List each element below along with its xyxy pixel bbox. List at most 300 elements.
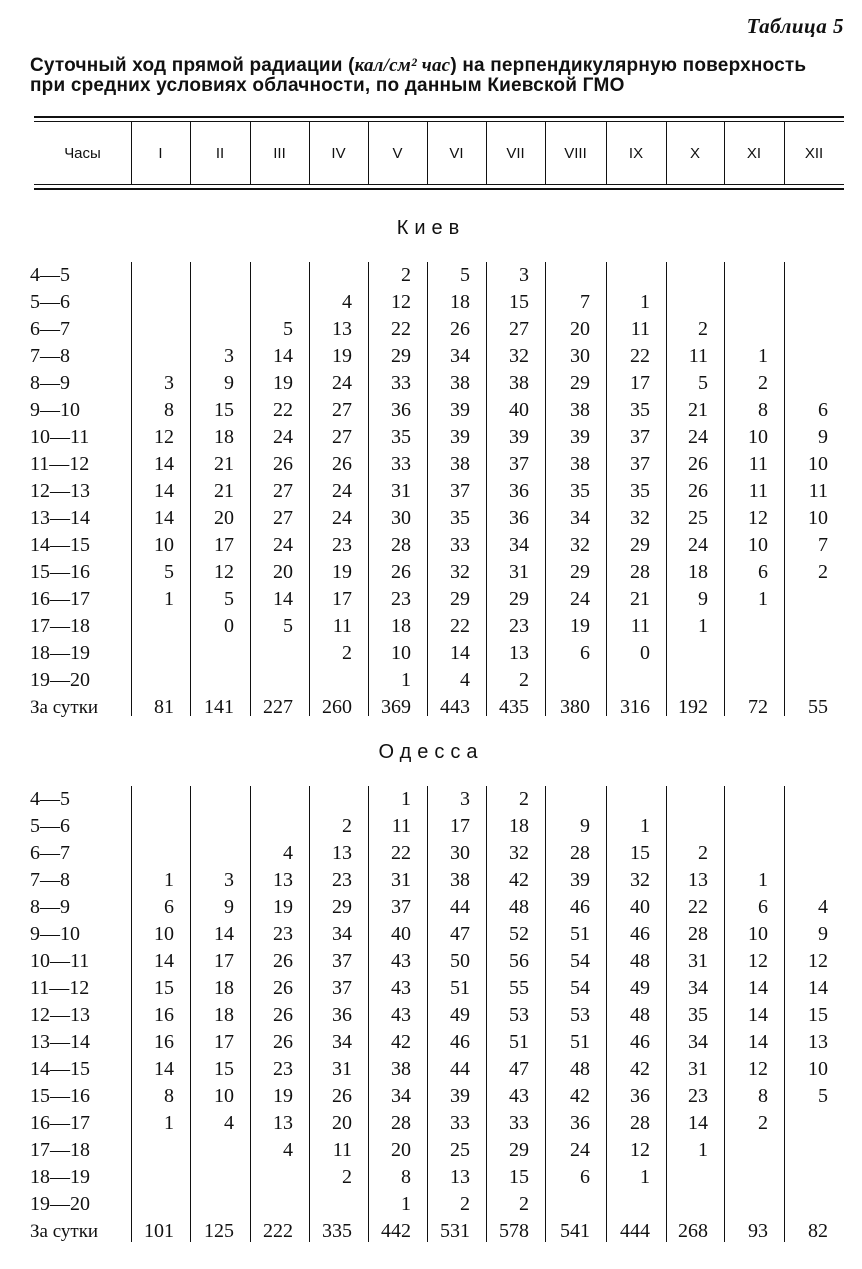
table-cell: 39 xyxy=(450,399,470,421)
title-unit: кал/см² час xyxy=(354,55,451,76)
table-cell: 10 xyxy=(748,534,768,556)
table-cell: 26 xyxy=(450,318,470,340)
table-cell: 14 xyxy=(748,1031,768,1053)
table-cell: 48 xyxy=(630,1004,650,1026)
table-cell: 36 xyxy=(509,507,529,529)
table-cell: 24 xyxy=(688,534,708,556)
table-cell: 48 xyxy=(630,950,650,972)
total-cell: 380 xyxy=(560,696,590,718)
table-cell: 20 xyxy=(273,561,293,583)
table-cell: 33 xyxy=(509,1112,529,1134)
table-cell: 16 xyxy=(154,1031,174,1053)
table-cell: 13 xyxy=(509,642,529,664)
table-cell: 33 xyxy=(391,453,411,475)
table-cell: 20 xyxy=(391,1139,411,1161)
table-cell: 28 xyxy=(688,923,708,945)
table-cell: 10 xyxy=(748,426,768,448)
table-cell: 14 xyxy=(154,453,174,475)
table-cell: 13 xyxy=(273,1112,293,1134)
table-cell: 28 xyxy=(391,1112,411,1134)
table-cell: 31 xyxy=(688,950,708,972)
table-cell: 13 xyxy=(450,1166,470,1188)
header-divider xyxy=(666,122,667,184)
table-cell: 39 xyxy=(570,426,590,448)
table-cell: 13 xyxy=(332,318,352,340)
header-month-VIII: VIII xyxy=(564,144,587,162)
hour-label: 14—15 xyxy=(30,1058,90,1080)
table-cell: 8 xyxy=(758,1085,768,1107)
table-cell: 3 xyxy=(460,788,470,810)
table-cell: 29 xyxy=(630,534,650,556)
table-cell: 20 xyxy=(332,1112,352,1134)
table-cell: 31 xyxy=(391,480,411,502)
table-cell: 22 xyxy=(391,842,411,864)
table-cell: 12 xyxy=(748,507,768,529)
table-cell: 11 xyxy=(688,345,708,367)
total-cell: 541 xyxy=(560,1220,590,1242)
table-cell: 33 xyxy=(391,372,411,394)
table-cell: 1 xyxy=(640,815,650,837)
title-prefix: Суточный ход прямой радиации ( xyxy=(30,55,355,76)
table-cell: 23 xyxy=(273,923,293,945)
table-cell: 27 xyxy=(273,507,293,529)
hour-label: 4—5 xyxy=(30,788,70,810)
table-cell: 2 xyxy=(342,815,352,837)
header-month-II: II xyxy=(215,144,225,162)
table-cell: 28 xyxy=(570,842,590,864)
table-cell: 35 xyxy=(391,426,411,448)
table-cell: 38 xyxy=(450,372,470,394)
table-cell: 18 xyxy=(391,615,411,637)
table-cell: 24 xyxy=(332,372,352,394)
table-cell: 11 xyxy=(748,453,768,475)
header-month-I: I xyxy=(158,144,163,162)
total-cell: 82 xyxy=(808,1220,828,1242)
table-cell: 35 xyxy=(630,399,650,421)
table-cell: 32 xyxy=(509,345,529,367)
table-cell: 54 xyxy=(570,950,590,972)
hour-label: 4—5 xyxy=(30,264,70,286)
header-month-IX: IX xyxy=(628,144,644,162)
table-cell: 8 xyxy=(164,399,174,421)
table-cell: 10 xyxy=(748,923,768,945)
table-cell: 30 xyxy=(570,345,590,367)
table-cell: 2 xyxy=(698,842,708,864)
table-cell: 20 xyxy=(570,318,590,340)
table-cell: 18 xyxy=(214,977,234,999)
table-cell: 7 xyxy=(818,534,828,556)
table-cell: 15 xyxy=(214,399,234,421)
table-cell: 26 xyxy=(688,480,708,502)
table-cell: 2 xyxy=(818,561,828,583)
table-cell: 3 xyxy=(519,264,529,286)
table-cell: 37 xyxy=(332,977,352,999)
table-cell: 2 xyxy=(519,788,529,810)
hour-label: 16—17 xyxy=(30,1112,90,1134)
table-cell: 12 xyxy=(748,1058,768,1080)
table-cell: 7 xyxy=(580,291,590,313)
table-cell: 1 xyxy=(758,869,768,891)
table-cell: 23 xyxy=(391,588,411,610)
table-cell: 42 xyxy=(630,1058,650,1080)
table-cell: 17 xyxy=(214,1031,234,1053)
table-cell: 14 xyxy=(450,642,470,664)
table-cell: 43 xyxy=(391,950,411,972)
table-cell: 5 xyxy=(698,372,708,394)
table-cell: 4 xyxy=(283,842,293,864)
table-cell: 48 xyxy=(570,1058,590,1080)
table-cell: 1 xyxy=(401,788,411,810)
table-cell: 29 xyxy=(391,345,411,367)
header-month-V: V xyxy=(392,144,403,162)
table-cell: 24 xyxy=(688,426,708,448)
total-cell: 443 xyxy=(440,696,470,718)
table-cell: 0 xyxy=(224,615,234,637)
table-cell: 33 xyxy=(450,1112,470,1134)
table-cell: 34 xyxy=(509,534,529,556)
table-cell: 6 xyxy=(580,1166,590,1188)
table-cell: 26 xyxy=(391,561,411,583)
table-cell: 12 xyxy=(748,950,768,972)
table-cell: 40 xyxy=(391,923,411,945)
header-divider xyxy=(131,122,132,184)
table-cell: 13 xyxy=(688,869,708,891)
header-month-X: X xyxy=(689,144,700,162)
table-cell: 23 xyxy=(509,615,529,637)
table-cell: 32 xyxy=(630,507,650,529)
table-cell: 18 xyxy=(450,291,470,313)
hour-label: 7—8 xyxy=(30,345,70,367)
table-cell: 24 xyxy=(570,588,590,610)
table-cell: 11 xyxy=(748,480,768,502)
table-cell: 11 xyxy=(391,815,411,837)
table-cell: 43 xyxy=(509,1085,529,1107)
table-cell: 14 xyxy=(214,923,234,945)
table-cell: 1 xyxy=(164,588,174,610)
hour-label: 11—12 xyxy=(30,453,90,475)
hour-label: 5—6 xyxy=(30,291,70,313)
table-cell: 8 xyxy=(758,399,768,421)
table-cell: 11 xyxy=(332,1139,352,1161)
header-bottom-rule-1 xyxy=(34,184,844,185)
table-cell: 46 xyxy=(630,1031,650,1053)
table-cell: 13 xyxy=(808,1031,828,1053)
table-cell: 51 xyxy=(509,1031,529,1053)
table-cell: 6 xyxy=(758,896,768,918)
hour-label: 16—17 xyxy=(30,588,90,610)
header-divider xyxy=(250,122,251,184)
table-cell: 51 xyxy=(450,977,470,999)
title-suffix: ) на перпендикулярную поверхность при средних условиях облачности, по данным Киевской ГМО xyxy=(30,55,807,96)
table-cell: 10 xyxy=(214,1085,234,1107)
table-cell: 18 xyxy=(214,1004,234,1026)
table-cell: 1 xyxy=(640,1166,650,1188)
table-cell: 8 xyxy=(401,1166,411,1188)
total-cell: 141 xyxy=(204,696,234,718)
table-cell: 29 xyxy=(450,588,470,610)
table-cell: 40 xyxy=(630,896,650,918)
hour-label: 9—10 xyxy=(30,399,80,421)
table-cell: 35 xyxy=(688,1004,708,1026)
header-divider xyxy=(784,122,785,184)
table-cell: 21 xyxy=(688,399,708,421)
header-divider xyxy=(368,122,369,184)
total-cell: 442 xyxy=(381,1220,411,1242)
table-cell: 5 xyxy=(164,561,174,583)
table-cell: 9 xyxy=(818,426,828,448)
header-divider xyxy=(545,122,546,184)
table-cell: 35 xyxy=(570,480,590,502)
table-cell: 16 xyxy=(154,1004,174,1026)
hour-label: 19—20 xyxy=(30,1193,90,1215)
table-cell: 34 xyxy=(391,1085,411,1107)
table-cell: 27 xyxy=(332,399,352,421)
table-cell: 14 xyxy=(154,507,174,529)
hour-label: 13—14 xyxy=(30,1031,90,1053)
table-cell: 0 xyxy=(640,642,650,664)
table-cell: 3 xyxy=(224,345,234,367)
header-month-XII: XII xyxy=(804,144,824,162)
header-divider xyxy=(486,122,487,184)
table-cell: 19 xyxy=(273,896,293,918)
table-cell: 15 xyxy=(808,1004,828,1026)
table-cell: 37 xyxy=(391,896,411,918)
table-cell: 26 xyxy=(332,1085,352,1107)
hour-label: 18—19 xyxy=(30,1166,90,1188)
hour-label: 17—18 xyxy=(30,1139,90,1161)
table-cell: 2 xyxy=(460,1193,470,1215)
hour-label: 7—8 xyxy=(30,869,70,891)
hour-label: 12—13 xyxy=(30,480,90,502)
table-cell: 30 xyxy=(450,842,470,864)
table-cell: 40 xyxy=(509,399,529,421)
table-cell: 50 xyxy=(450,950,470,972)
table-cell: 15 xyxy=(154,977,174,999)
table-cell: 1 xyxy=(164,1112,174,1134)
table-cell: 31 xyxy=(509,561,529,583)
table-cell: 26 xyxy=(273,453,293,475)
table-cell: 26 xyxy=(273,1031,293,1053)
table-cell: 15 xyxy=(509,1166,529,1188)
total-cell: 125 xyxy=(204,1220,234,1242)
table-cell: 1 xyxy=(758,345,768,367)
table-cell: 4 xyxy=(460,669,470,691)
table-cell: 15 xyxy=(630,842,650,864)
table-cell: 27 xyxy=(509,318,529,340)
table-cell: 17 xyxy=(214,950,234,972)
table-cell: 11 xyxy=(332,615,352,637)
total-cell: 72 xyxy=(748,696,768,718)
table-cell: 35 xyxy=(630,480,650,502)
table-cell: 17 xyxy=(214,534,234,556)
table-cell: 11 xyxy=(630,615,650,637)
header-bottom-rule-2 xyxy=(34,188,844,190)
table-cell: 15 xyxy=(214,1058,234,1080)
table-cell: 51 xyxy=(570,923,590,945)
table-cell: 2 xyxy=(758,372,768,394)
table-cell: 1 xyxy=(698,615,708,637)
table-cell: 19 xyxy=(273,372,293,394)
table-cell: 32 xyxy=(509,842,529,864)
table-cell: 17 xyxy=(630,372,650,394)
table-cell: 24 xyxy=(332,480,352,502)
table-cell: 22 xyxy=(273,399,293,421)
table-cell: 1 xyxy=(401,1193,411,1215)
table-cell: 43 xyxy=(391,1004,411,1026)
total-cell: 260 xyxy=(322,696,352,718)
table-cell: 6 xyxy=(758,561,768,583)
table-cell: 44 xyxy=(450,1058,470,1080)
table-cell: 27 xyxy=(332,426,352,448)
table-cell: 38 xyxy=(509,372,529,394)
table-cell: 28 xyxy=(391,534,411,556)
hour-label: 8—9 xyxy=(30,896,70,918)
table-cell: 49 xyxy=(450,1004,470,1026)
table-cell: 9 xyxy=(224,372,234,394)
table-cell: 23 xyxy=(332,869,352,891)
total-cell: 369 xyxy=(381,696,411,718)
table-cell: 5 xyxy=(224,588,234,610)
table-cell: 6 xyxy=(818,399,828,421)
table-cell: 18 xyxy=(509,815,529,837)
table-cell: 10 xyxy=(154,923,174,945)
hour-label: 5—6 xyxy=(30,815,70,837)
table-cell: 2 xyxy=(519,1193,529,1215)
table-cell: 22 xyxy=(688,896,708,918)
table-cell: 14 xyxy=(273,345,293,367)
table-cell: 37 xyxy=(509,453,529,475)
table-cell: 22 xyxy=(450,615,470,637)
table-cell: 34 xyxy=(570,507,590,529)
table-cell: 25 xyxy=(688,507,708,529)
hour-label: 19—20 xyxy=(30,669,90,691)
table-cell: 38 xyxy=(450,869,470,891)
total-cell: 578 xyxy=(499,1220,529,1242)
table-cell: 12 xyxy=(214,561,234,583)
table-cell: 34 xyxy=(688,1031,708,1053)
table-cell: 14 xyxy=(808,977,828,999)
table-cell: 22 xyxy=(630,345,650,367)
table-cell: 14 xyxy=(154,480,174,502)
table-cell: 19 xyxy=(332,561,352,583)
header-divider xyxy=(427,122,428,184)
header-divider xyxy=(606,122,607,184)
total-cell: 316 xyxy=(620,696,650,718)
hour-label: 17—18 xyxy=(30,615,90,637)
table-cell: 53 xyxy=(570,1004,590,1026)
table-cell: 10 xyxy=(391,642,411,664)
table-cell: 19 xyxy=(570,615,590,637)
table-cell: 20 xyxy=(214,507,234,529)
table-cell: 2 xyxy=(519,669,529,691)
table-cell: 35 xyxy=(450,507,470,529)
table-cell: 4 xyxy=(342,291,352,313)
table-cell: 13 xyxy=(332,842,352,864)
table-cell: 29 xyxy=(332,896,352,918)
table-cell: 44 xyxy=(450,896,470,918)
table-cell: 2 xyxy=(758,1112,768,1134)
table-cell: 14 xyxy=(748,977,768,999)
table-cell: 10 xyxy=(808,507,828,529)
hour-label: 12—13 xyxy=(30,1004,90,1026)
table-cell: 39 xyxy=(570,869,590,891)
table-cell: 6 xyxy=(164,896,174,918)
table-cell: 1 xyxy=(640,291,650,313)
table-cell: 37 xyxy=(630,426,650,448)
table-cell: 30 xyxy=(391,507,411,529)
hour-label: 10—11 xyxy=(30,426,90,448)
table-cell: 38 xyxy=(391,1058,411,1080)
table-cell: 4 xyxy=(818,896,828,918)
table-cell: 3 xyxy=(224,869,234,891)
total-cell: 81 xyxy=(154,696,174,718)
total-cell: 101 xyxy=(144,1220,174,1242)
table-cell: 24 xyxy=(570,1139,590,1161)
table-cell: 14 xyxy=(154,950,174,972)
table-cell: 42 xyxy=(509,869,529,891)
table-cell: 33 xyxy=(450,534,470,556)
table-cell: 11 xyxy=(630,318,650,340)
table-cell: 36 xyxy=(332,1004,352,1026)
table-cell: 39 xyxy=(450,426,470,448)
table-cell: 34 xyxy=(332,1031,352,1053)
table-cell: 31 xyxy=(391,869,411,891)
table-cell: 56 xyxy=(509,950,529,972)
total-cell: 93 xyxy=(748,1220,768,1242)
table-cell: 26 xyxy=(688,453,708,475)
table-number: Таблица 5 xyxy=(746,14,844,38)
header-month-VII: VII xyxy=(506,144,525,162)
header-hours: Часы xyxy=(64,144,101,162)
table-cell: 26 xyxy=(332,453,352,475)
total-cell: 227 xyxy=(263,696,293,718)
table-cell: 1 xyxy=(698,1139,708,1161)
table-cell: 21 xyxy=(214,480,234,502)
table-cell: 18 xyxy=(214,426,234,448)
header-divider xyxy=(309,122,310,184)
table-cell: 37 xyxy=(450,480,470,502)
table-cell: 36 xyxy=(391,399,411,421)
table-cell: 17 xyxy=(450,815,470,837)
table-cell: 6 xyxy=(580,642,590,664)
table-cell: 47 xyxy=(450,923,470,945)
table-cell: 29 xyxy=(509,1139,529,1161)
header-month-XI: XI xyxy=(746,144,762,162)
table-cell: 17 xyxy=(332,588,352,610)
header-divider xyxy=(724,122,725,184)
hour-label: 14—15 xyxy=(30,534,90,556)
table-cell: 48 xyxy=(509,896,529,918)
table-cell: 39 xyxy=(450,1085,470,1107)
table-cell: 10 xyxy=(154,534,174,556)
table-cell: 14 xyxy=(154,1058,174,1080)
section-title: Одесса xyxy=(378,741,484,763)
table-cell: 46 xyxy=(570,896,590,918)
table-cell: 10 xyxy=(808,1058,828,1080)
total-cell: 222 xyxy=(263,1220,293,1242)
table-cell: 14 xyxy=(748,1004,768,1026)
table-cell: 54 xyxy=(570,977,590,999)
table-cell: 55 xyxy=(509,977,529,999)
table-cell: 12 xyxy=(391,291,411,313)
table-cell: 34 xyxy=(688,977,708,999)
table-cell: 29 xyxy=(570,561,590,583)
table-cell: 28 xyxy=(630,561,650,583)
total-cell: 335 xyxy=(322,1220,352,1242)
table-cell: 9 xyxy=(818,923,828,945)
table-cell: 23 xyxy=(332,534,352,556)
table-cell: 42 xyxy=(391,1031,411,1053)
